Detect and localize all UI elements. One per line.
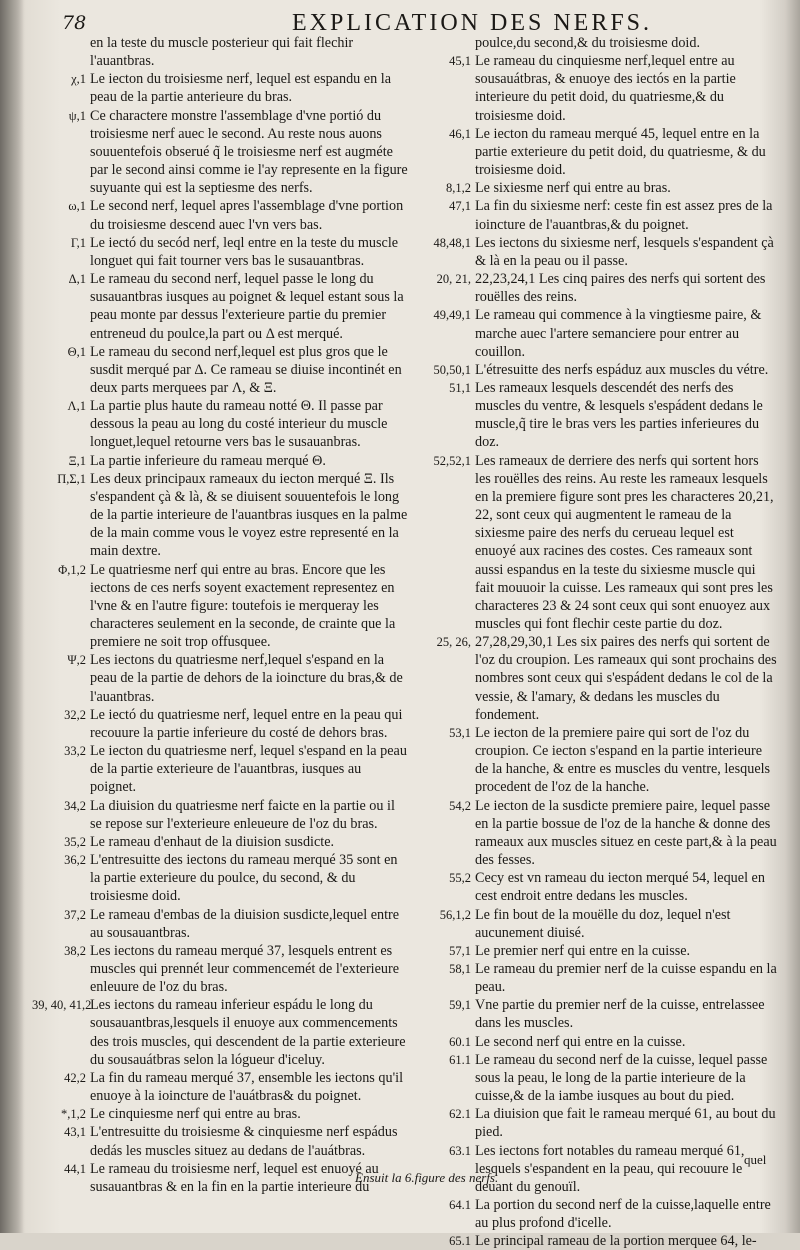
legend-text: La partie inferieure du rameau merqué Θ.: [90, 452, 326, 469]
legend-key: Ψ,2: [67, 653, 86, 668]
legend-text: Les rameaux lesquels descendét des nerfs des muscles du ventre, & lesquels s'espádent dedans le muscle,q̃ tire le bras vers les parties inferieures du doz.: [475, 379, 763, 451]
legend-text: Les iectons du rameau merqué 37, lesquels entrent es muscles qui prennét leur commencemét de l'exterieure enleuure de l'oz du bras.: [90, 942, 400, 996]
page-number: 78: [62, 12, 87, 34]
legend-text: Le rameau du second nerf de la cuisse, lequel passe sous la peau, le long de la partie interieure de la cuisse,& de la iambe iusques au bout du pied.: [475, 1051, 768, 1105]
legend-entry: [425, 996, 777, 1032]
legend-text: Les iectons du sixiesme nerf, lesquels s'espandent çà & là en la peau ou il passe.: [475, 234, 774, 269]
legend-text: Le iecton de la premiere paire qui sort de l'oz du croupion. Ce iecton s'espand en la partie interieure de la hanche, & entre es muscles du ventre, lesquels procedent de l'oz de la hanche.: [475, 724, 771, 796]
legend-text: Les rameaux de derriere des nerfs qui sortent hors les rouëlles des reins. Au reste les rameaux lesquels en la premiere figure sont pres les characteres 20,21, 22, sont ceux qui augmentent le rameau de la sixiesme paire des nerfs du cerueau lequel est enuoyé aux racines des costes. Ces rameaux sont aussi espandus en la teste du sixiesme muscle qui fait mouuoir la cuisse. Les rameaux qui sont pres les characteres 23 & 24 sont ceux qui sont enuoyez aux muscles qui font flechir ceste partie du doz.: [475, 452, 774, 632]
legend-key: 60.1: [449, 1034, 471, 1049]
legend-key: 37,2: [64, 907, 86, 922]
legend-text: Le sixiesme nerf qui entre au bras.: [475, 180, 671, 197]
legend-text: La fin du sixiesme nerf: ceste fin est assez pres de la ioincture de l'auantbras,& du poignet.: [475, 198, 773, 233]
legend-entry: [32, 742, 410, 796]
legend-key: 58,1: [449, 961, 471, 976]
legend-key: 36,2: [64, 853, 86, 868]
legend-key: 55,2: [449, 871, 471, 886]
legend-entry: [425, 361, 777, 379]
legend-key: 34,2: [64, 798, 86, 813]
legend-text: Le iectó du quatriesme nerf, lequel entre en la peau qui recouure la partie inferieure du costé de dehors bras.: [90, 706, 403, 741]
legend-key: Φ,1,2: [58, 562, 86, 577]
legend-entry: [425, 452, 777, 634]
left-column: [32, 34, 410, 1196]
legend-entry: [425, 270, 777, 306]
legend-key: 61.1: [449, 1052, 471, 1067]
legend-entry: [32, 452, 410, 470]
legend-entry: [32, 107, 410, 198]
legend-text: La diuision du quatriesme nerf faicte en la partie ou il se repose sur l'exterieure enleueure de l'oz du bras.: [90, 797, 395, 832]
legend-text: Le iecton du quatriesme nerf, lequel s'espand en la peau de la partie exterieure de l'auantbras, iusques au poignet.: [90, 743, 407, 796]
legend-key: 35,2: [64, 834, 86, 849]
legend-entry: [425, 942, 777, 960]
legend-entry: [32, 651, 410, 705]
legend-entry: [425, 379, 777, 452]
legend-text: Le second nerf, lequel apres l'assemblage d'vne portion du troisiesme descend auec l'vn vers bas.: [90, 198, 404, 233]
legend-text: La partie plus haute du rameau notté Θ. Il passe par dessous la peau au long du costé interieur du muscle longuet,lequel retourne vers bas le susauanbras.: [90, 398, 388, 451]
legend-key: 20, 21,: [436, 272, 471, 287]
legend-text: Ce charactere monstre l'assemblage d'vne portió du troisiesme nerf auec le second. Au reste nous auons souuentefois obserué q̃ le troisiesme nerf est augméte par le second ainsi comme ie l'ay represente en la figure suyuante qui est la septiesme des nerfs.: [90, 107, 408, 197]
legend-text: Le rameau du second nerf, lequel passe le long du susauantbras iusques au poignet & lequel estant sous la peau monte par dessus l'exterieure partie du premier entreneud du poulce,la part ou Δ est merqué.: [90, 271, 404, 342]
legend-entry: [425, 1033, 777, 1051]
legend-text: Les iectons fort notables du rameau merqué 61, lesquels s'espandent en la peau, qui recouure le deuant du genouïl.: [475, 1142, 745, 1195]
legend-key: Θ,1: [67, 344, 86, 359]
legend-text: La portion du second nerf de la cuisse,laquelle entre au plus profond d'icelle.: [475, 1197, 771, 1232]
legend-key: 38,2: [64, 943, 86, 958]
legend-key: 52,52,1: [433, 453, 471, 468]
legend-text: Le iecton de la susdicte premiere paire, lequel passe en la partie bossue de l'oz de la hanche & donne des rameaux aux muscles situez en ceste part,& à la peau des fesses.: [475, 797, 777, 869]
legend-text: Les iectons du quatriesme nerf,lequel s'espand en la peau de la partie de dehors de la ioincture du bras,& de l'auantbras.: [90, 652, 403, 705]
legend-key: 62.1: [449, 1107, 471, 1122]
legend-key: 8,1,2: [446, 181, 471, 196]
legend-entry: [425, 52, 777, 125]
legend-text: La fin du rameau merqué 37, ensemble les iectons qu'il enuoye à la ioincture de l'auátbras& du poignet.: [90, 1069, 404, 1105]
legend-key: 49,49,1: [433, 308, 471, 323]
legend-key: 51,1: [449, 380, 471, 395]
legend-key: *,1,2: [61, 1107, 86, 1122]
legend-entry: [32, 906, 410, 942]
legend-key: ω,1: [68, 199, 86, 214]
legend-text: L'entresuitte du troisiesme & cinquiesme nerf espádus dedás les muscles situez au dedans de l'auátbras.: [90, 1124, 398, 1159]
legend-entry: [32, 706, 410, 742]
legend-text: Le principal rameau de la portion merquee 64, le-: [475, 1233, 757, 1250]
legend-entry: [32, 197, 410, 233]
legend-key: 63.1: [449, 1143, 471, 1158]
legend-key: 65.1: [449, 1234, 471, 1249]
legend-text: L'entresuitte des iectons du rameau merqué 35 sont en la partie exterieure du poulce, du second, & du troisiesme doid.: [90, 852, 398, 905]
legend-entry: [32, 1123, 410, 1159]
legend-text: 22,23,24,1 Les cinq paires des nerfs qui sortent des rouëlles des reins.: [475, 271, 766, 306]
legend-key: 59,1: [449, 998, 471, 1013]
legend-entry: [425, 306, 777, 360]
legend-text: en la teste du muscle posterieur qui fait flechir l'auantbras.: [90, 35, 354, 70]
legend-key: 48,48,1: [433, 235, 471, 250]
legend-key: 53,1: [449, 725, 471, 740]
legend-entry: [425, 724, 777, 797]
legend-entry: [32, 397, 410, 451]
legend-entry: [32, 1069, 410, 1105]
legend-entry: [425, 1196, 777, 1232]
legend-key: 43,1: [64, 1125, 86, 1140]
footer-note: Ensuit la 6.figure des nerfs.: [355, 1170, 499, 1185]
legend-entry: [425, 906, 777, 942]
legend-key: Γ,1: [70, 235, 86, 250]
legend-text: L'étresuitte des nerfs espáduz aux muscles du vétre.: [475, 361, 769, 378]
legend-entry: [425, 197, 777, 233]
legend-entry: [425, 1105, 777, 1141]
legend-key: χ,1: [71, 72, 86, 87]
legend-key: Λ,1: [67, 399, 86, 414]
legend-entry: [425, 234, 777, 270]
legend-key: 56,1,2: [439, 907, 471, 922]
legend-text: Le rameau du premier nerf de la cuisse espandu en la peau.: [475, 960, 777, 996]
legend-entry: [32, 470, 410, 561]
legend-key: 57,1: [449, 943, 471, 958]
legend-text: La diuision que fait le rameau merqué 61, au bout du pied.: [475, 1106, 776, 1141]
legend-text: Le fin bout de la mouëlle du doz, lequel n'est aucunement diuisé.: [475, 906, 731, 941]
legend-entry: [32, 34, 410, 70]
legend-text: Le quatriesme nerf qui entre au bras. Encore que les iectons de ces nerfs soyent exactement representez en l'vne & en l'autre figure: toutefois ie merqueray les characteres seulement en la seconde, de crainte que la premiere ne soit trop offusquee.: [90, 561, 396, 651]
catchword: quel: [744, 1152, 767, 1167]
legend-key: Π,Σ,1: [57, 471, 86, 486]
legend-entry: [425, 1232, 777, 1250]
legend-entry: [425, 633, 777, 724]
legend-text: 27,28,29,30,1 Les six paires des nerfs qui sortent de l'oz du croupion. Les rameaux qui sont prochains des nombres sont ceux qui s'espádent dedans le col de la vessie, & l'amary, & dedans les muscles du fondement.: [475, 634, 777, 723]
legend-entry: [425, 1142, 777, 1196]
legend-text: Le iecton du troisiesme nerf, lequel est espandu en la peau de la partie anterieure du bras.: [90, 71, 391, 106]
legend-text: Le cinquiesme nerf qui entre au bras.: [90, 1106, 301, 1123]
legend-entry: [32, 1105, 410, 1123]
legend-text: Le rameau du cinquiesme nerf,lequel entre au sousauátbras, & enuoye des iectós en la partie interieure du petit doid, du quatriesme,& du troisiesme doid.: [475, 53, 736, 124]
legend-entry: [425, 1051, 777, 1105]
legend-entry: [32, 833, 410, 851]
legend-text: Le rameau d'embas de la diuision susdicte,lequel entre au sousauantbras.: [90, 906, 400, 941]
legend-key: Ξ,1: [68, 453, 86, 468]
legend-text: Les iectons du rameau inferieur espádu le long du sousauantbras,lesquels il enuoye aux commencements des trois muscles, qui descendent de la partie exterieure du sousauátbras selon la lógueur d'iceluy.: [90, 997, 406, 1068]
legend-key: Δ,1: [68, 272, 86, 287]
legend-key: 25, 26,: [436, 635, 471, 650]
legend-text: Le rameau qui commence à la vingtiesme paire, & marche auec l'artere semanciere pour entrer au couillon.: [475, 307, 762, 360]
legend-key: 64.1: [449, 1198, 471, 1212]
legend-text: Cecy est vn rameau du iecton merqué 54, lequel en cest endroit entre dedans les muscles.: [475, 870, 765, 905]
legend-text: Le iecton du rameau merqué 45, lequel entre en la partie exterieure du petit doid, du quatriesme, & du troisiesme doid.: [475, 125, 766, 179]
legend-entry: [32, 942, 410, 996]
legend-text: Le rameau du second nerf,lequel est plus gros que le susdit merqué par Δ. Ce rameau se diuise incontinét en deux parts merquees par Λ, & Ξ.: [90, 343, 402, 396]
legend-key: 42,2: [64, 1070, 86, 1085]
running-title: EXPLICATION DES NERFS.: [292, 10, 653, 36]
legend-text: Le iectó du secód nerf, leql entre en la teste du muscle longuet qui fait tourner vers bas le susauantbras.: [90, 234, 399, 269]
legend-entry: [425, 34, 777, 52]
legend-key: 44,1: [64, 1161, 86, 1176]
legend-key: 47,1: [449, 199, 471, 214]
legend-text: Le second nerf qui entre en la cuisse.: [475, 1033, 686, 1050]
legend-key: 39, 40, 41,2: [32, 998, 92, 1013]
legend-entry: [425, 797, 777, 870]
legend-entry: [32, 234, 410, 270]
legend-text: Les deux principaux rameaux du iecton merqué Ξ. Ils s'espandent çà & là, & se diuisent souuentefois le long de la partie interieure de l'auantbras iusques en la palme de la main comme vous le voyez estre representé en la main dextre.: [90, 470, 408, 560]
legend-key: 32,2: [64, 707, 86, 722]
legend-text: Vne partie du premier nerf de la cuisse, entrelassee dans les muscles.: [475, 997, 765, 1032]
legend-text: poulce,du second,& du troisiesme doid.: [475, 35, 700, 51]
legend-text: Le premier nerf qui entre en la cuisse.: [475, 942, 691, 959]
legend-entry: [425, 869, 777, 905]
legend-entry: [32, 797, 410, 833]
legend-entry: [32, 343, 410, 397]
legend-entry: [32, 70, 410, 106]
legend-key: 33,2: [64, 744, 86, 759]
book-spine: [0, 0, 24, 1233]
legend-text: Le rameau d'enhaut de la diuision susdicte.: [90, 833, 335, 850]
legend-entry: [32, 270, 410, 343]
legend-entry: [425, 960, 777, 996]
legend-entry: [425, 179, 777, 197]
legend-entry: [32, 561, 410, 652]
legend-key: 46,1: [449, 126, 471, 141]
legend-key: 45,1: [449, 54, 471, 69]
legend-key: 54,2: [449, 798, 471, 813]
legend-entry: [32, 1160, 410, 1196]
right-column: [425, 34, 777, 1250]
legend-entry: [32, 996, 410, 1069]
legend-entry: [32, 851, 410, 905]
legend-key: 50,50,1: [433, 362, 471, 377]
legend-key: ψ,1: [68, 108, 86, 123]
legend-text: Le rameau du troisiesme nerf, lequel est enuoyé au susauantbras & en la fin en la partie interieure du: [90, 1160, 379, 1195]
legend-entry: [425, 125, 777, 179]
